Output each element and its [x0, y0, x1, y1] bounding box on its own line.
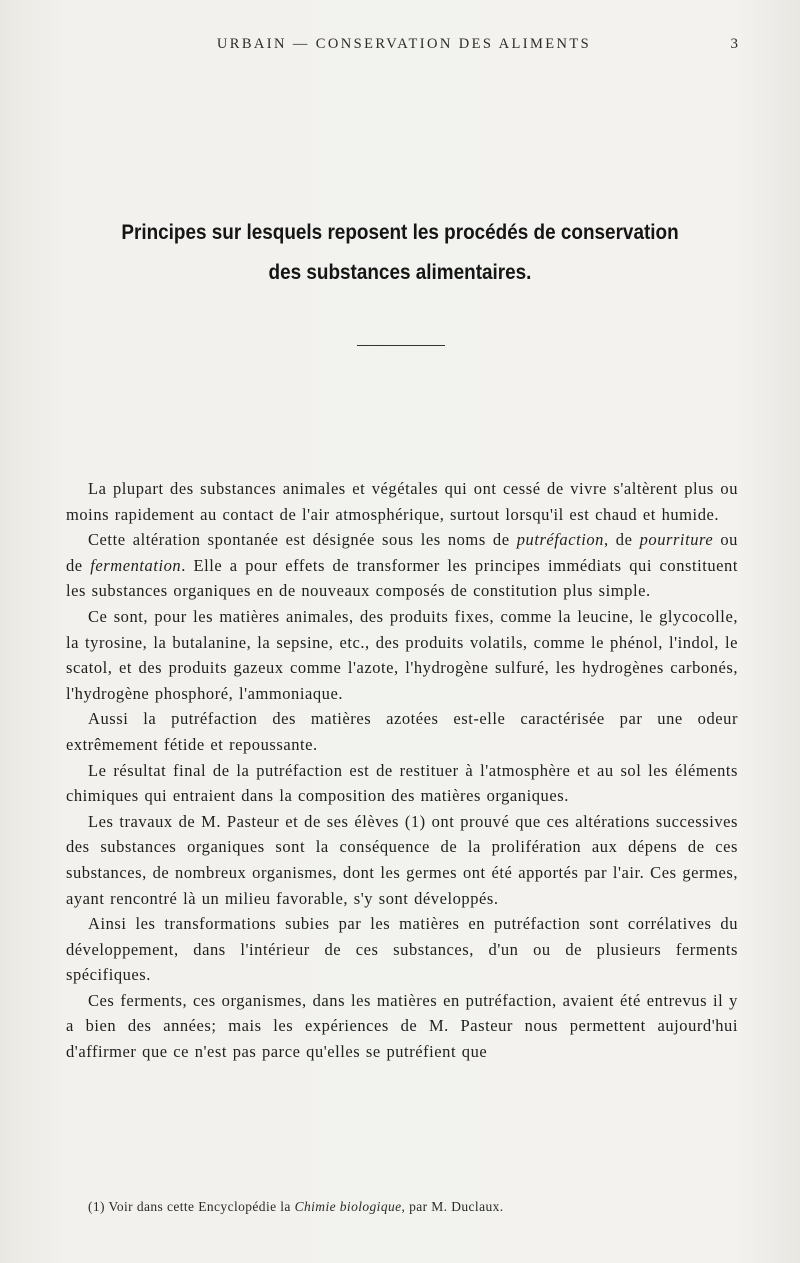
section-title-line-1: Principes sur lesquels reposent les procédés de conservation [121, 220, 679, 244]
italic-term: putréfaction [516, 530, 604, 550]
paragraph: La plupart des substances animales et végétales qui ont cessé de vivre s'altèrent plus ou moins rapidement au contact de l'air atmosphérique, surtout lorsqu'il est chaud et humide. [66, 479, 738, 524]
section-title [101, 212, 699, 292]
footnote-text: (1) Voir dans cette Encyclopédie la [88, 1199, 295, 1214]
footnote-text: , par M. Duclaux. [401, 1199, 504, 1214]
paragraph [66, 527, 738, 604]
footnote-book-title: Chimie biologique [294, 1199, 402, 1214]
paragraph: Ainsi les transformations subies par les matières en putréfaction sont corrélatives du développement, dans l'intérieur de ces substances, d'un ou de plusieurs ferments spécifiques. [66, 914, 738, 985]
italic-term: fermentation [90, 555, 182, 575]
paragraph: Les travaux de M. Pasteur et de ses élèves (1) ont prouvé que ces altérations successives des substances organiques sont la conséquence de la prolifération aux dépens de ces substances, de nombreux organismes, dont les germes ont été apportés par l'air. Ces germes, ayant rencontré là un milieu favorable, s'y sont développés. [66, 811, 738, 908]
section-divider [357, 345, 445, 346]
footnote [88, 1199, 738, 1215]
page-number: 3 [730, 36, 738, 52]
running-head: URBAIN — CONSERVATION DES ALIMENTS [216, 36, 592, 52]
paragraph: Ce sont, pour les matières animales, des produits fixes, comme la leucine, le glycocolle, la tyrosine, la butalanine, la sepsine, etc., des produits volatils, comme le phénol, l'indol, le scatol, et des produits gazeux comme l'azote, l'hydrogène sulfuré, les hydrogènes carbonés, l'hydrogène phosphoré, l'ammoniaque. [66, 606, 738, 703]
text-run: ou de [66, 530, 738, 575]
section-title-line-2: des substances alimentaires. [268, 260, 532, 284]
page-header [66, 36, 742, 58]
text-run: . Elle a pour effets de transformer les principes immédiats qui constituent les substances organiques en de nouveaux composés de constitution plus simple. [66, 555, 738, 601]
text-run: Cette altération spontanée est désignée sous les noms de [88, 530, 517, 550]
body-text [66, 476, 738, 1065]
italic-term: pourriture [639, 530, 714, 550]
text-run: , de [603, 530, 640, 550]
paragraph: Aussi la putréfaction des matières azotées est-elle caractérisée par une odeur extrêmement fétide et repoussante. [66, 709, 738, 754]
paragraph: Ces ferments, ces organismes, dans les matières en putréfaction, avaient été entrevus il y a bien des années; mais les expériences de M. Pasteur nous permettent aujourd'hui d'affirmer que ce n'est pas parce qu'elles se putréfient que [66, 990, 738, 1062]
paragraph: Le résultat final de la putréfaction est de restituer à l'atmosphère et au sol les éléments chimiques qui entraient dans la composition des matières organiques. [66, 760, 738, 806]
